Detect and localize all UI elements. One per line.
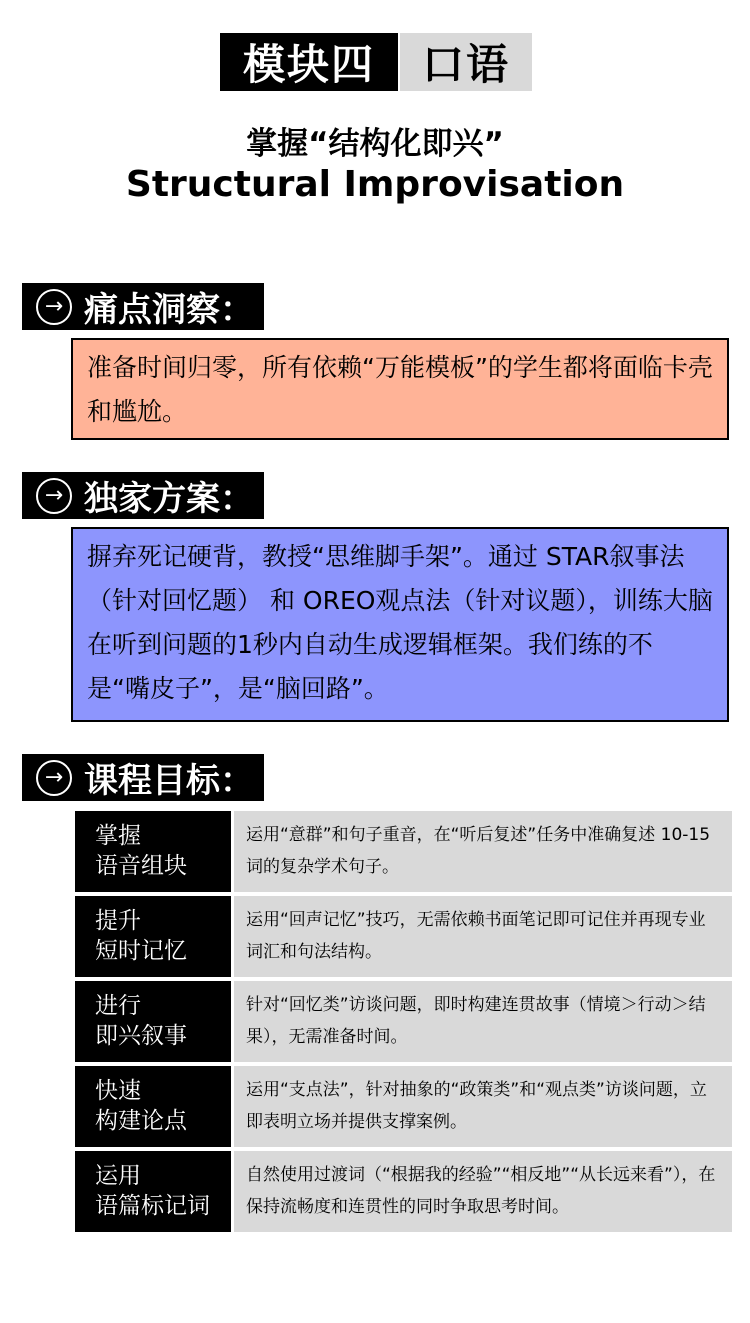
subtitle-english: Structural Improvisation: [125, 164, 625, 205]
goal-title-line2: 语篇标记词: [95, 1193, 210, 1219]
goal-title: [75, 981, 231, 1062]
goals-table: [75, 811, 732, 1236]
goal-title-line1: 快速: [95, 1078, 141, 1104]
subtitle-chinese: 掌握“结构化即兴”: [246, 126, 504, 162]
goal-description: 运用“意群”和句子重音，在“听后复述”任务中准确复述 10-15 词的复杂学术句子。: [234, 811, 732, 892]
goal-title-line2: 即兴叙事: [95, 1023, 187, 1049]
goal-row: [75, 1151, 732, 1232]
goal-title-line2: 短时记忆: [95, 938, 187, 964]
goal-title: [75, 1151, 231, 1232]
goal-description: 运用“回声记忆”技巧，无需依赖书面笔记即可记住并再现专业词汇和句法结构。: [234, 896, 732, 977]
goal-row: [75, 811, 732, 892]
goal-row: [75, 1066, 732, 1147]
goal-description: 运用“支点法”，针对抽象的“政策类”和“观点类”访谈问题，立即表明立场并提供支撑案例。: [234, 1066, 732, 1147]
goal-description: 针对“回忆类”访谈问题，即时构建连贯故事（情境＞行动＞结果），无需准备时间。: [234, 981, 732, 1062]
arrow-circle-icon: →: [36, 289, 72, 325]
goal-title-line2: 语音组块: [95, 853, 187, 879]
module-number: 模块四: [220, 33, 398, 91]
section-label: 痛点洞察：: [84, 290, 254, 330]
section-header-solution: [22, 472, 264, 519]
goal-title-line2: 构建论点: [95, 1108, 187, 1134]
goal-title-line1: 掌握: [95, 823, 141, 849]
module-topic: 口语: [400, 33, 532, 91]
goal-row: [75, 981, 732, 1062]
goal-title: [75, 896, 231, 977]
goal-row: [75, 896, 732, 977]
goal-title-line1: 进行: [95, 993, 141, 1019]
section-label: 课程目标：: [84, 761, 254, 801]
section-header-goals: [22, 754, 264, 801]
arrow-circle-icon: →: [36, 760, 72, 796]
goal-title-line1: 运用: [95, 1163, 141, 1189]
module-title: [220, 33, 532, 91]
solution-box: 摒弃死记硬背，教授“思维脚手架”。通过 STAR叙事法（针对回忆题） 和 OREO观点法（针对议题），训练大脑在听到问题的1秒内自动生成逻辑框架。我们练的不是“嘴皮子”，是“脑回路”。: [71, 527, 729, 722]
goal-title: [75, 1066, 231, 1147]
goal-description: 自然使用过渡词（“根据我的经验”“相反地”“从长远来看”），在保持流畅度和连贯性的同时争取思考时间。: [234, 1151, 732, 1232]
section-label: 独家方案：: [84, 479, 254, 519]
pain-box: 准备时间归零，所有依赖“万能模板”的学生都将面临卡壳和尴尬。: [71, 338, 729, 440]
section-header-pain: [22, 283, 264, 330]
goal-title: [75, 811, 231, 892]
arrow-circle-icon: →: [36, 478, 72, 514]
goal-title-line1: 提升: [95, 908, 141, 934]
